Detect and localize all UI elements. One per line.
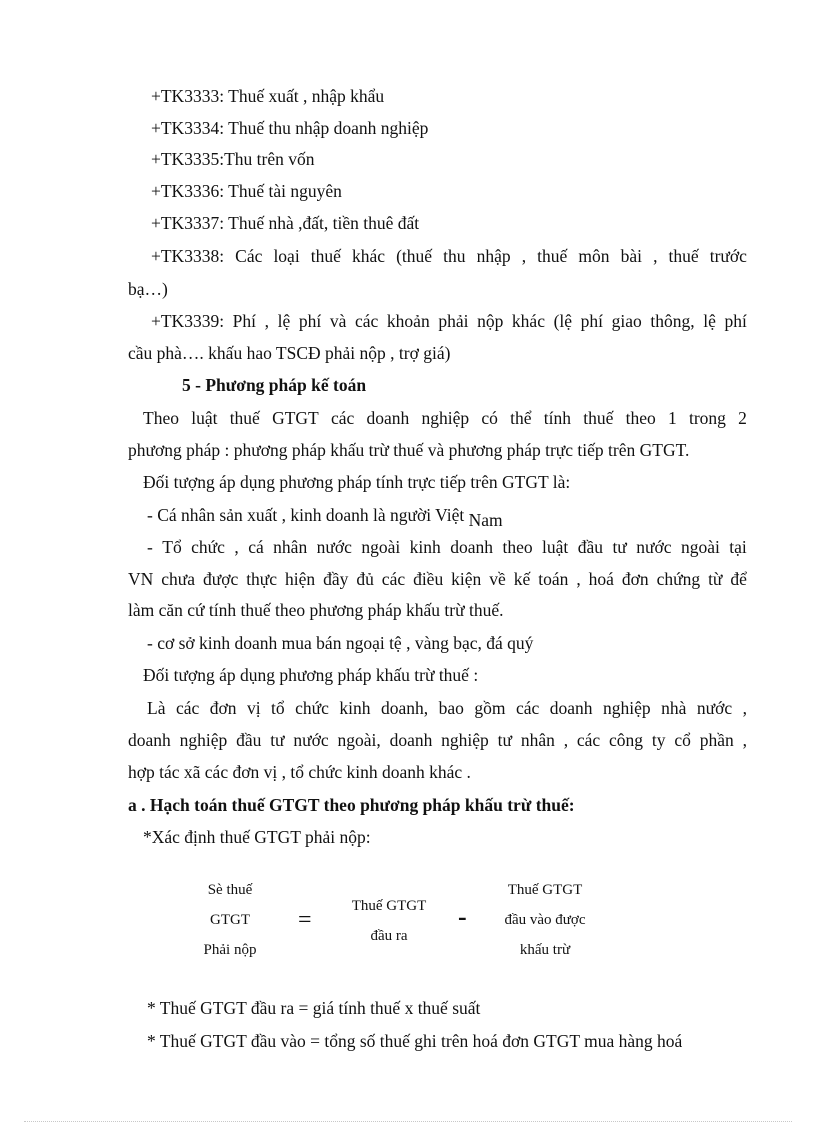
word: nghiệp [602, 698, 651, 718]
note-output-vat: * Thuế GTGT đầu ra = giá tính thuế x thuế suất [147, 998, 481, 1018]
word: gồm [474, 698, 506, 718]
formula-minus: - [458, 902, 467, 931]
word: hiện [285, 569, 316, 589]
word: luật [191, 408, 218, 428]
word: 1 [668, 408, 677, 428]
word: +TK3339: [151, 311, 225, 331]
word: tư [270, 730, 285, 750]
word: toán [538, 569, 569, 589]
word: công [609, 730, 644, 750]
word: kinh [409, 537, 441, 557]
word: các [381, 569, 406, 589]
direct-bullet-1 [147, 504, 503, 530]
word: thuế [668, 246, 699, 266]
word: chức [191, 537, 225, 557]
determine-tax-label: *Xác định thuế GTGT phải nộp: [143, 827, 371, 847]
account-line-tk3336 [151, 180, 342, 202]
word: nước [636, 537, 672, 557]
word: thu [443, 246, 466, 266]
word: đơn [209, 698, 237, 718]
word: các [330, 408, 355, 428]
word: loại [273, 246, 300, 266]
page-bottom-border [24, 1121, 792, 1122]
word: thuế [310, 246, 341, 266]
word: theo [625, 408, 656, 428]
word: (lệ [553, 311, 573, 331]
formula-middle-line: đầu ra [370, 928, 408, 944]
word: nộp [477, 311, 504, 331]
word: khác [351, 246, 386, 266]
word: nước [293, 730, 329, 750]
word: có [481, 408, 498, 428]
deduct-method-title: Đối tượng áp dụng phương pháp khấu trừ thuế : [143, 665, 479, 685]
account-line-tk3335 [151, 148, 314, 170]
formula-middle [333, 896, 445, 956]
word: kinh [339, 698, 371, 718]
word: đầy [323, 569, 349, 589]
word: phí [724, 311, 747, 331]
word: phải [438, 311, 469, 331]
account-code: +TK3333: [151, 86, 225, 106]
word: phí [580, 311, 604, 331]
formula-right [484, 880, 606, 970]
account-desc: Thuế xuất , nhập khẩu [228, 86, 385, 106]
word: chức [295, 698, 329, 718]
word: nghiệp [179, 730, 228, 750]
word: Theo [143, 408, 179, 428]
tk3338-line2: bạ…) [128, 279, 168, 299]
word: ty [651, 730, 666, 750]
word: tổ [271, 698, 285, 718]
word: cá [248, 537, 264, 557]
subsection-heading: a . Hạch toán thuế GTGT theo phương pháp khấu trừ thuế: [128, 795, 575, 815]
direct-bullet-3: - cơ sở kinh doanh mua bán ngoại tệ , vàng bạc, đá quý [147, 633, 534, 653]
word: thuế [583, 408, 614, 428]
word: hoá [588, 569, 614, 589]
word: , [742, 698, 747, 718]
word: nhập [476, 246, 511, 266]
word: nước [696, 698, 733, 718]
word: nhân [520, 730, 555, 750]
word: Các [235, 246, 263, 266]
word: tính [543, 408, 572, 428]
word: ngoài [361, 537, 401, 557]
word: thể [510, 408, 532, 428]
formula-left [180, 880, 280, 970]
word: kiện [451, 569, 482, 589]
word: kế [513, 569, 531, 589]
word: khoản [386, 311, 430, 331]
direct-bullet-2-line2 [128, 568, 747, 590]
account-code: +TK3337: [151, 213, 225, 233]
account-line-tk3334 [151, 117, 428, 139]
word: doanh [549, 698, 593, 718]
intro-line1 [143, 407, 747, 429]
word: nhà [661, 698, 687, 718]
tk3339-line2: cầu phà…. khấu hao TSCĐ phải nộp , trợ giá) [128, 343, 451, 363]
word: ngoài [680, 537, 720, 557]
word: VN [128, 569, 154, 589]
account-desc: Thuế thu nhập doanh nghiệp [228, 118, 429, 138]
deduct-line3: hợp tác xã các đơn vị , tổ chức kinh doanh khác . [128, 762, 471, 782]
word: thuế [229, 408, 260, 428]
word: chứng [656, 569, 701, 589]
account-desc: Thuế tài nguyên [228, 181, 342, 201]
word: +TK3338: [151, 246, 225, 266]
word: các [175, 698, 200, 718]
word: nước [316, 537, 352, 557]
word: phần [699, 730, 734, 750]
word: theo [502, 537, 533, 557]
word: doanh [366, 408, 410, 428]
word: nghiệp [421, 408, 470, 428]
word: trước [709, 246, 747, 266]
account-code: +TK3336: [151, 181, 225, 201]
word: phí [298, 311, 322, 331]
word: các [576, 730, 601, 750]
word: doanh [128, 730, 171, 750]
direct-method-title: Đối tượng áp dụng phương pháp tính trực tiếp trên GTGT là: [143, 472, 571, 492]
word: lệ [277, 311, 291, 331]
word: , [563, 730, 569, 750]
word: chưa [161, 569, 196, 589]
word: môn [578, 246, 610, 266]
section-heading: 5 - Phương pháp kế toán [182, 375, 367, 395]
word: , [521, 246, 527, 266]
word: 2 [738, 408, 747, 428]
account-desc: Thu trên vốn [224, 149, 315, 169]
word: luật [542, 537, 569, 557]
formula-right-line: Thuế GTGT [507, 882, 583, 898]
word: thuế [537, 246, 568, 266]
word: , [234, 537, 239, 557]
word: tư [497, 730, 512, 750]
direct-bullet-2-line3: làm căn cứ tính thuế theo phương pháp khấu trừ thuế. [128, 600, 504, 620]
formula-equals: = [298, 907, 312, 933]
tk3339-line1 [151, 310, 747, 332]
formula-right-line: đầu vào được [504, 912, 586, 928]
word: - [147, 537, 153, 557]
word: đầu [577, 537, 603, 557]
word: trong [688, 408, 726, 428]
account-line-tk3337 [151, 212, 419, 234]
word: , [653, 246, 658, 266]
account-code: +TK3335: [151, 149, 225, 169]
account-code: +TK3334: [151, 118, 225, 138]
word: đơn [621, 569, 649, 589]
deduct-line2 [128, 729, 747, 751]
word: , [576, 569, 581, 589]
word: nhân [273, 537, 308, 557]
word: giao [611, 311, 642, 331]
word: lệ [703, 311, 716, 331]
word: Là [147, 698, 166, 718]
word: tại [729, 537, 747, 557]
tk3338-line1 [151, 245, 747, 267]
word: đủ [356, 569, 374, 589]
word: đầu [236, 730, 262, 750]
word: để [730, 569, 747, 589]
formula-left-line: GTGT [210, 912, 250, 928]
word: về [489, 569, 506, 589]
word: từ [708, 569, 723, 589]
word: cổ [674, 730, 691, 750]
word: (thuế [396, 246, 433, 266]
account-desc: Thuế nhà ,đất, tiền thuê đất [228, 213, 420, 233]
intro-line2: phương pháp : phương pháp khấu trừ thuế và phương pháp trực tiếp trên GTGT. [128, 440, 690, 460]
word: Tổ [162, 537, 182, 557]
word: , [264, 311, 270, 331]
word: thông, [650, 311, 695, 331]
bullet-text: - Cá nhân sản xuất , kinh doanh là người Việt [147, 505, 465, 525]
note-input-vat: * Thuế GTGT đầu vào = tổng số thuế ghi trên hoá đơn GTGT mua hàng hoá [147, 1031, 683, 1051]
bullet-tail: Nam [468, 510, 503, 530]
word: thực [246, 569, 278, 589]
deduct-line1 [147, 697, 747, 719]
word: các [515, 698, 540, 718]
word: Phí [232, 311, 257, 331]
word: và [329, 311, 347, 331]
word: bài [620, 246, 642, 266]
word: các [355, 311, 379, 331]
word: doanh, [380, 698, 429, 718]
word: khác [511, 311, 545, 331]
word: doanh [389, 730, 433, 750]
word: vị [246, 698, 261, 718]
word: doanh [450, 537, 494, 557]
word: ngoài, [337, 730, 381, 750]
word: bao [438, 698, 464, 718]
word: được [202, 569, 239, 589]
word: nghiệp [441, 730, 489, 750]
word: , [742, 730, 747, 750]
formula-left-line: Phải nộp [203, 942, 257, 958]
formula-left-line: Sè thuế [207, 882, 253, 898]
formula-right-line: khấu trừ [519, 942, 571, 958]
formula-middle-line: Thuế GTGT [351, 898, 427, 914]
account-line-tk3333 [151, 85, 384, 107]
direct-bullet-2-line1 [147, 536, 747, 558]
word: điều [413, 569, 444, 589]
word: GTGT [272, 408, 319, 428]
word: tư [612, 537, 627, 557]
